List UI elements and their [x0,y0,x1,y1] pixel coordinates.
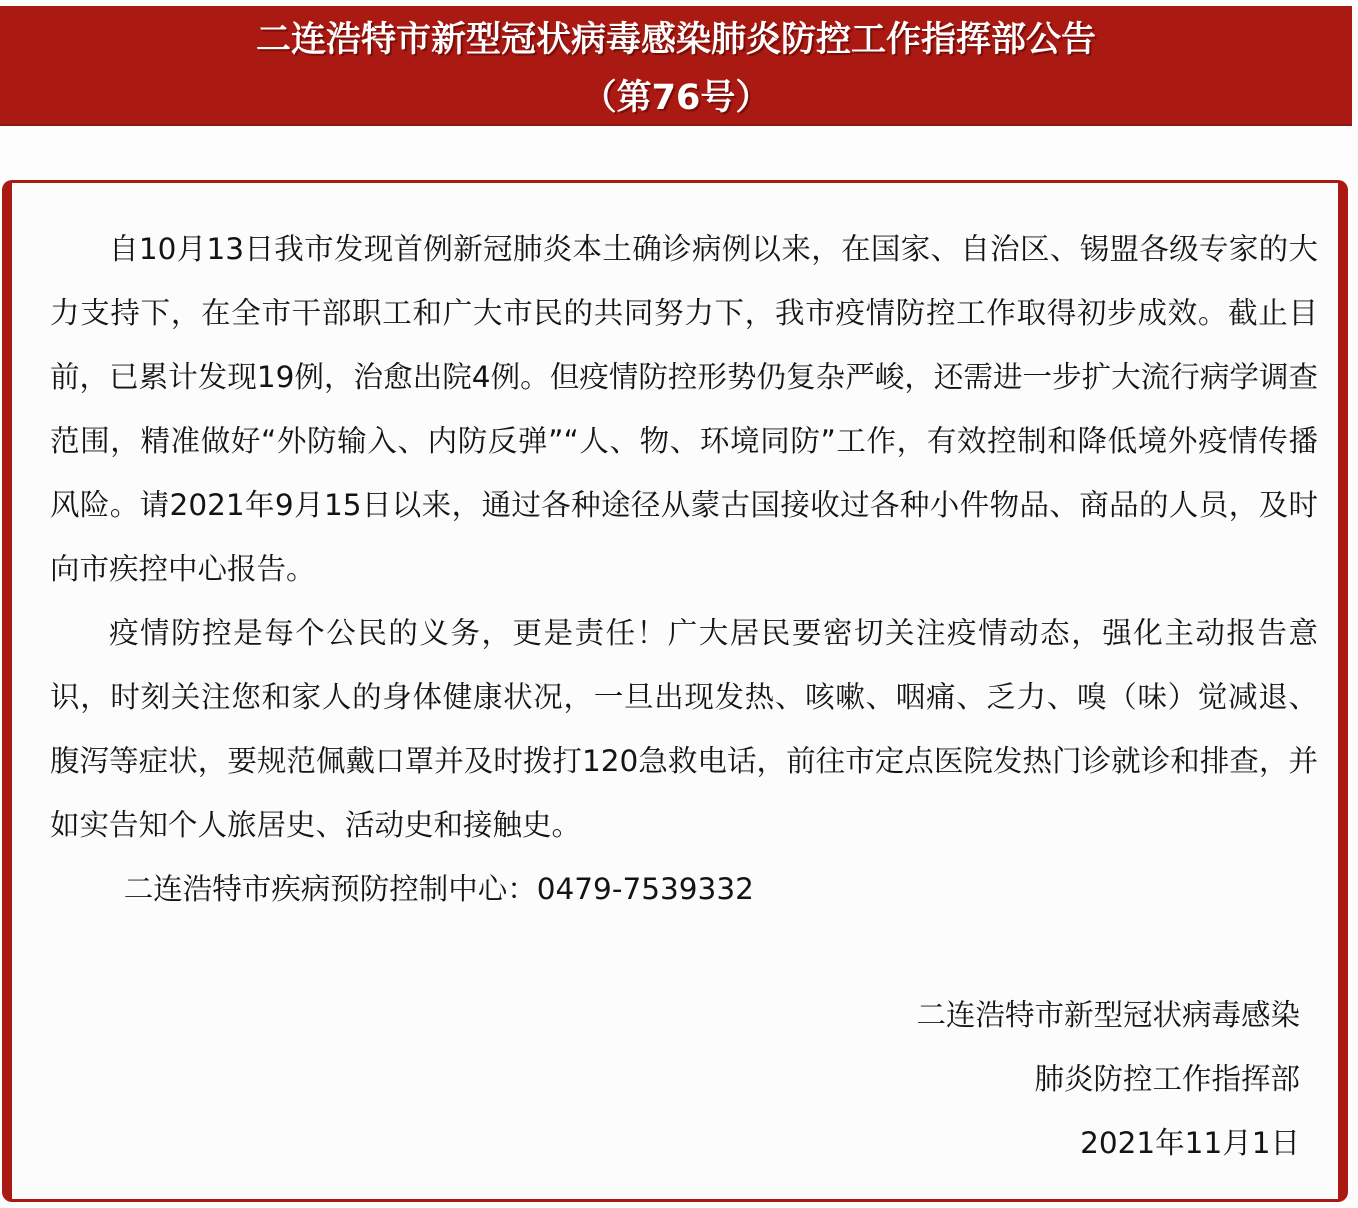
paragraph-public-duty: 疫情防控是每个公民的义务，更是责任！广大居民要密切关注疫情动态，强化主动报告意识，时刻关注您和家人的身体健康状况，一旦出现发热、咳嗽、咽痛、乏力、嗅（味）觉减退、腹泻等症状，要规范佩戴口罩并及时拨打120急救电话，前往市定点医院发热门诊就诊和排查，并如实告知个人旅居史、活动史和接触史。 [50,616,1318,842]
notice-title: 二连浩特市新型冠状病毒感染肺炎防控工作指挥部公告 [255,20,1096,60]
header-banner [0,6,1352,126]
notice-number: （第76号） [581,78,771,118]
signature-org-line2: 肺炎防控工作指挥部 [1034,1062,1300,1096]
notice-body [50,217,1318,921]
signature-org-line1: 二连浩特市新型冠状病毒感染 [916,998,1300,1032]
signature-date: 2021年11月1日 [1080,1126,1300,1160]
paragraph-situation: 自10月13日我市发现首例新冠肺炎本土确诊病例以来，在国家、自治区、锡盟各级专家的大力支持下，在全市干部职工和广大市民的共同努力下，我市疫情防控工作取得初步成效。截止目前，已累计发现19例，治愈出院4例。但疫情防控形势仍复杂严峻，还需进一步扩大流行病学调查范围，精准做好“外防输入、内防反弹”“人、物、环境同防”工作，有效控制和降低境外疫情传播风险。请2021年9月15日以来，通过各种途径从蒙古国接收过各种小件物品、商品的人员，及时向市疾控中心报告。 [50,232,1318,586]
signature-block [916,983,1300,1175]
contact-line: 二连浩特市疾病预防控制中心：0479-7539332 [123,872,754,906]
notice-card [2,180,1348,1202]
